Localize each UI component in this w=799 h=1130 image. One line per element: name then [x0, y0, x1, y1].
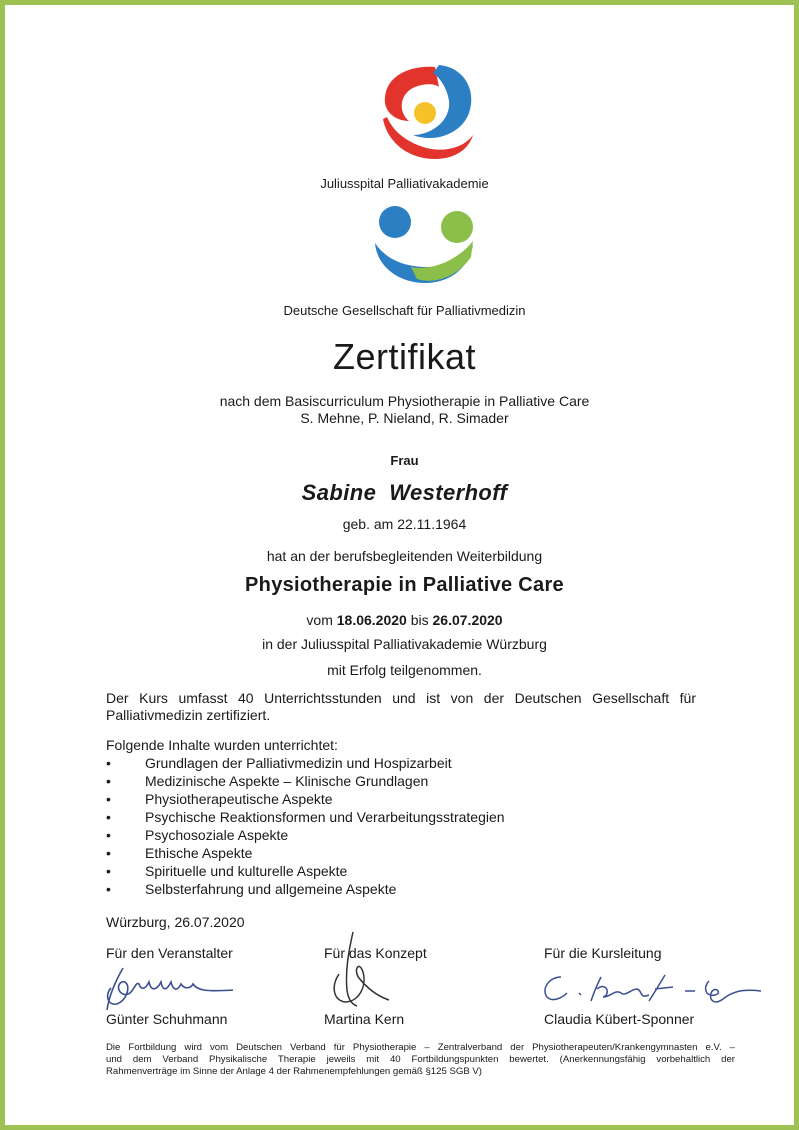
bullet: • [106, 863, 111, 879]
course-info-line2: Palliativmedizin zertifiziert. [106, 707, 271, 723]
list-item [106, 809, 606, 827]
topic-text: Selbsterfahrung und allgemeine Aspekte [145, 881, 397, 897]
role-organizer: Für den Veranstalter [106, 945, 233, 961]
topic-text: Ethische Aspekte [145, 845, 253, 861]
academy-logo [377, 61, 481, 165]
success-line: mit Erfolg teilgenommen. [327, 662, 482, 678]
society-name: Deutsche Gesellschaft für Palliativmedizin [283, 303, 526, 318]
contents-intro: Folgende Inhalte wurden unterrichtet: [106, 737, 338, 753]
list-item [106, 827, 606, 845]
topic-text: Physiotherapeutische Aspekte [145, 791, 333, 807]
name-kuebert: Claudia Kübert-Sponner [544, 1011, 695, 1027]
list-item [106, 791, 606, 809]
list-item [106, 881, 606, 899]
curriculum-line: nach dem Basiscurriculum Physiotherapie in Palliative Care [219, 393, 590, 409]
date-to: 26.07.2020 [432, 612, 503, 628]
footnote-line3: Rahmenverträge im Sinne der Anlage 4 der Rahmenempfehlungen gemäß §125 SGB V) [106, 1066, 482, 1077]
birth-date: geb. am 22.11.1964 [342, 516, 467, 532]
bullet: • [106, 881, 111, 897]
course-info-line1: Der Kurs umfasst 40 Unterrichtsstunden und ist von der Deutschen Gesellschaft für [106, 690, 696, 706]
role-course-lead: Für die Kursleitung [544, 945, 662, 961]
footnote [106, 1042, 735, 1078]
salutation: Frau [390, 453, 419, 468]
name-schuhmann: Günter Schuhmann [106, 1011, 228, 1027]
bullet: • [106, 773, 111, 789]
role-concept: Für das Konzept [324, 945, 427, 961]
topic-text: Spirituelle und kulturelle Aspekte [145, 863, 348, 879]
list-item [106, 755, 606, 773]
topic-text: Grundlagen der Palliativmedizin und Hospizarbeit [145, 755, 452, 771]
footnote-line1: Die Fortbildung wird vom Deutschen Verband für Physiotherapie – Zentralverband der Physiotherapeuten/Krankengymnasten e.V. – [106, 1042, 735, 1053]
bullet: • [106, 827, 111, 843]
society-logo [371, 205, 479, 289]
topic-text: Medizinische Aspekte – Klinische Grundlagen [145, 773, 429, 789]
date-from: 18.06.2020 [336, 612, 407, 628]
period-to-label: bis [410, 612, 429, 628]
footnote-line2: und dem Verband Physikalische Therapie jeweils mit 40 Fortbildungspunkten bewertet. (Anerkennungsfähig vorbehaltlich der [106, 1054, 735, 1065]
signature-kern [323, 930, 393, 1010]
bullet: • [106, 755, 111, 771]
topic-text: Psychische Reaktionsformen und Verarbeitungsstrategien [145, 809, 505, 825]
signature-kuebert [539, 967, 764, 1009]
course-title: Physiotherapie in Palliative Care [245, 574, 564, 596]
certificate-title: Zertifikat [332, 336, 477, 377]
recipient-name: Sabine Westerhoff [301, 480, 508, 505]
topic-text: Psychosoziale Aspekte [145, 827, 289, 843]
bullet: • [106, 791, 111, 807]
location-line: in der Juliusspital Palliativakademie Würzburg [262, 636, 547, 652]
bullet: • [106, 845, 111, 861]
place-date: Würzburg, 26.07.2020 [106, 914, 245, 930]
academy-name: Juliusspital Palliativakademie [320, 176, 489, 191]
list-item [106, 773, 606, 791]
list-item [106, 845, 606, 863]
signature-schuhmann [101, 960, 241, 1015]
name-kern: Martina Kern [324, 1011, 405, 1027]
period-from-label: vom [306, 612, 333, 628]
topics-list [106, 755, 606, 899]
course-info [106, 690, 696, 724]
intro-line: hat an der berufsbegleitenden Weiterbildung [266, 548, 543, 564]
bullet: • [106, 809, 111, 825]
list-item [106, 863, 606, 881]
curriculum-authors: S. Mehne, P. Nieland, R. Simader [300, 410, 509, 426]
course-period [5, 612, 799, 628]
